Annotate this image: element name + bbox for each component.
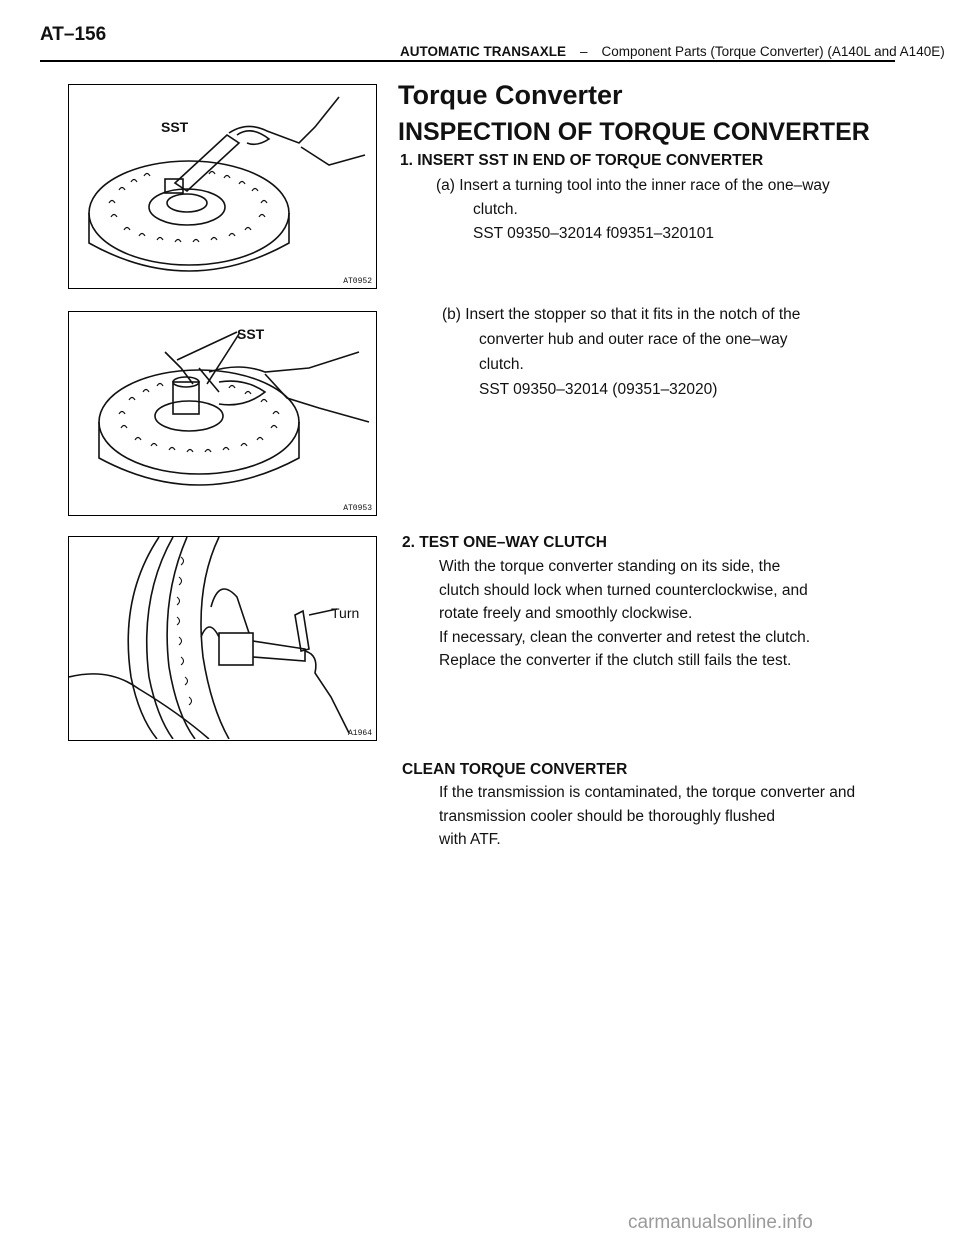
step1-a-line2: clutch. — [473, 201, 518, 218]
figure-label-sst-2: SST — [237, 326, 265, 342]
step2-line: rotate freely and smoothly clockwise. — [439, 605, 693, 622]
watermark: carmanualsonline.info — [628, 1212, 813, 1233]
figure-sst-stopper — [68, 311, 377, 516]
converter-illustration-2 — [69, 312, 375, 514]
figure-label-sst: SST — [161, 119, 189, 135]
step1-a — [436, 174, 830, 246]
step2-line: If necessary, clean the converter and retest the clutch. — [439, 628, 811, 646]
figure-code-2: AT0953 — [343, 504, 372, 513]
step1-b-line2: converter hub and outer race of the one–way — [479, 331, 788, 348]
page-subtitle: INSPECTION OF TORQUE CONVERTER — [398, 118, 870, 146]
step2-title: 2. TEST ONE–WAY CLUTCH — [402, 534, 607, 551]
header-title — [400, 44, 945, 59]
header-section: AUTOMATIC TRANSAXLE — [400, 44, 566, 59]
step2-line: clutch should lock when turned counterclockwise, and — [439, 581, 808, 599]
header-separator: – — [580, 44, 588, 59]
figure-sst-turning-tool — [68, 84, 377, 289]
page-title: Torque Converter — [398, 80, 623, 110]
figure-code: AT0952 — [343, 277, 372, 286]
figure-turn-clutch — [68, 536, 377, 741]
clean-body — [439, 781, 855, 852]
step2-body — [439, 555, 810, 673]
figure-code-3: A1964 — [347, 729, 372, 738]
header-rule — [40, 60, 895, 62]
step1-a-line1: (a) Insert a turning tool into the inner race of the one–way — [436, 177, 830, 194]
step2-line: Replace the converter if the clutch still fails the test. — [439, 652, 792, 669]
clean-title: CLEAN TORQUE CONVERTER — [402, 761, 628, 778]
clean-line: transmission cooler should be thoroughly flushed — [439, 807, 776, 825]
step1-b-line3: clutch. — [479, 356, 524, 373]
converter-illustration-1 — [69, 85, 375, 287]
step1-b-sst: SST 09350–32014 (09351–32020) — [479, 381, 718, 398]
header-subsection: Component Parts (Torque Converter) (A140L and A140E) — [601, 44, 945, 59]
step1-b — [442, 302, 800, 402]
step1-a-sst: SST 09350–32014 f09351–320101 — [473, 225, 715, 242]
clutch-test-illustration — [69, 537, 375, 739]
clean-line: with ATF. — [439, 831, 501, 848]
step2-line: With the torque converter standing on its side, the — [439, 558, 781, 575]
step1-title: 1. INSERT SST IN END OF TORQUE CONVERTER — [400, 152, 764, 169]
page-number: AT–156 — [40, 24, 107, 45]
clean-line: If the transmission is contaminated, the torque converter and — [439, 784, 856, 801]
step1-b-line1: (b) Insert the stopper so that it fits in the notch of the — [442, 306, 801, 323]
figure-label-turn: Turn — [331, 605, 360, 621]
